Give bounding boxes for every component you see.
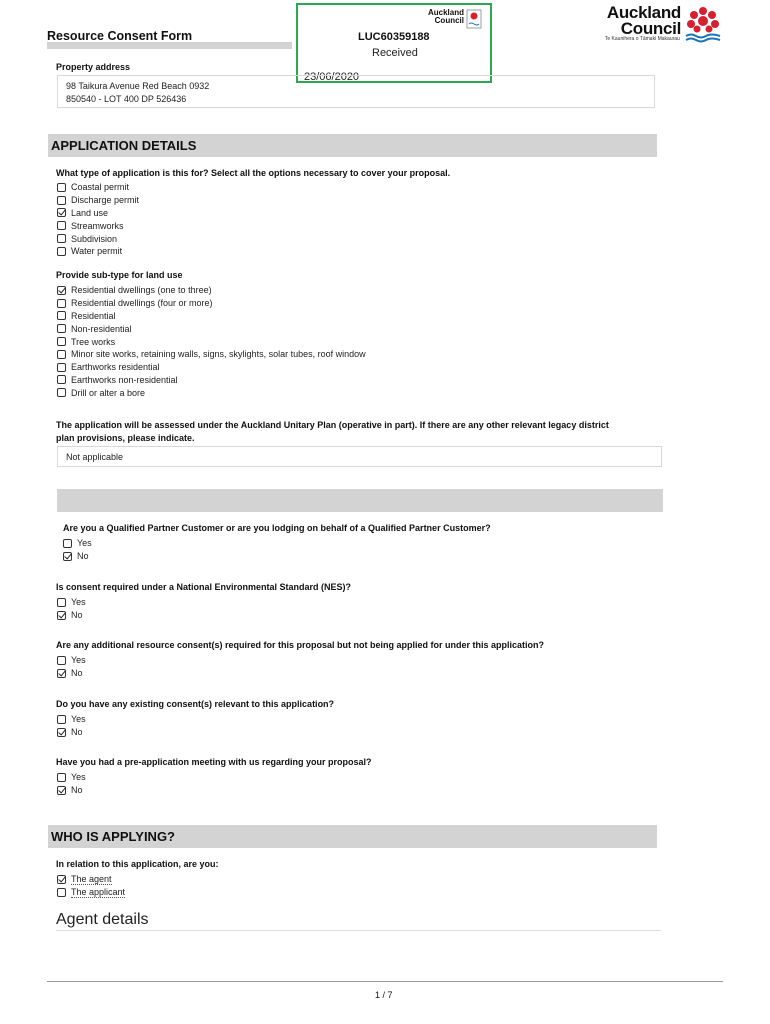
checkbox-icon[interactable] [57,183,66,192]
option-label: Drill or alter a bore [71,387,146,398]
option-label: Yes [71,597,86,608]
option-yes[interactable] [63,537,92,550]
option-yes[interactable] [57,713,86,726]
option-label: Coastal permit [71,182,130,193]
additional-consents-question: Are any additional resource consent(s) required for this proposal but not being applied for under this application? [56,640,545,650]
qualified-partner-options [63,537,92,563]
property-address-line1: 98 Taikura Avenue Red Beach 0932 [66,81,210,91]
applicant-role-options [57,873,125,899]
applicant-role-question: In relation to this application, are you: [56,859,219,869]
logo-wordmark [607,5,681,37]
option-discharge-permit[interactable] [57,194,139,207]
option-label: Yes [71,655,86,666]
plan-question-line1: The application will be assessed under the Auckland Unitary Plan (operative in part). If there are any other relevant legacy district [56,420,609,430]
plan-provisions-question [56,419,609,445]
checkbox-icon[interactable] [57,221,66,230]
option-drill-or-alter-bore[interactable] [57,386,366,399]
checkbox-icon[interactable] [57,375,66,384]
option-label: Earthworks non-residential [71,374,178,385]
checkbox-icon[interactable] [57,247,66,256]
stamp-logo [428,9,482,29]
option-label: No [71,610,83,621]
checkbox-icon[interactable] [57,234,66,243]
option-label: Water permit [71,246,123,257]
option-label: Residential [71,310,116,321]
nes-options [57,596,86,622]
checkbox-icon[interactable] [57,311,66,320]
stamp-reference: LUC60359188 [358,31,430,43]
stamp-date: 23/06/2020 [304,71,360,83]
land-use-subtype-question: Provide sub-type for land use [56,270,183,280]
checked-checkbox-icon[interactable] [57,875,66,884]
stamp-logo-line2: Council [434,16,464,25]
option-label: Earthworks residential [71,362,160,373]
checkbox-icon[interactable] [57,196,66,205]
option-label: Non-residential [71,323,132,334]
checked-checkbox-icon[interactable] [57,208,66,217]
option-residential-four-or-more[interactable] [57,297,366,310]
option-water-permit[interactable] [57,245,139,258]
auckland-council-logo [604,3,722,43]
option-label: No [71,785,83,796]
checkbox-icon[interactable] [57,363,66,372]
checked-checkbox-icon[interactable] [57,786,66,795]
agent-details-heading: Agent details [56,911,149,928]
option-yes[interactable] [57,596,86,609]
checkbox-icon[interactable] [57,299,66,308]
option-subdivision[interactable] [57,232,139,245]
checkbox-icon[interactable] [57,350,66,359]
checked-checkbox-icon[interactable] [57,728,66,737]
option-land-use[interactable] [57,207,139,220]
option-label: Streamworks [71,220,124,231]
checkbox-icon[interactable] [57,598,66,607]
checked-checkbox-icon[interactable] [57,669,66,678]
application-type-options [57,181,139,258]
logo-tagline: Te Kaunihera o Tāmaki Makaurau [604,36,680,42]
pre-application-meeting-question: Have you had a pre-application meeting with us regarding your proposal? [56,757,372,767]
checked-checkbox-icon[interactable] [63,552,72,561]
land-use-subtype-options [57,284,366,399]
who-is-applying-heading: WHO IS APPLYING? [48,825,657,848]
agent-details-divider [56,930,661,931]
property-address-field [57,75,655,108]
logo-line1: Auckland [606,3,681,22]
plan-provisions-value: Not applicable [66,452,124,462]
option-streamworks[interactable] [57,219,139,232]
option-label: Subdivision [71,233,118,244]
option-no[interactable] [57,667,86,680]
checkbox-icon[interactable] [63,539,72,548]
option-label: Yes [71,772,86,783]
option-the-applicant[interactable] [57,886,125,899]
property-address-line2: 850540 - LOT 400 DP 526436 [66,94,187,104]
checked-checkbox-icon[interactable] [57,286,66,295]
plan-provisions-field[interactable] [57,446,662,467]
option-label: No [71,727,83,738]
title-underlay [47,42,292,49]
pre-application-meeting-options [57,771,86,797]
application-type-question: What type of application is this for? Select all the options necessary to cover your proposal. [56,168,451,178]
pohutukawa-flower-icon [684,5,722,43]
option-label: Minor site works, retaining walls, signs, skylights, solar tubes, roof window [71,349,366,360]
checkbox-icon[interactable] [57,656,66,665]
option-yes[interactable] [57,654,86,667]
option-label: The agent [71,873,112,884]
option-no[interactable] [57,726,86,739]
pohutukawa-icon [466,9,482,29]
option-no[interactable] [57,609,86,622]
option-no[interactable] [57,784,86,797]
page-number: 1 / 7 [375,990,393,1000]
option-label: Tree works [71,336,116,347]
nes-question: Is consent required under a National Environmental Standard (NES)? [56,582,352,592]
option-label: Yes [71,714,86,725]
option-label: Residential dwellings (one to three) [71,285,212,296]
application-details-heading: APPLICATION DETAILS [48,134,657,157]
qualified-partner-question: Are you a Qualified Partner Customer or are you lodging on behalf of a Qualified Partner Customer? [63,523,491,533]
option-label: Residential dwellings (four or more) [71,298,213,309]
checkbox-icon[interactable] [57,888,66,897]
existing-consents-options [57,713,86,739]
stamp-logo-line1: Auckland [427,8,464,17]
option-label: Land use [71,207,109,218]
property-address-label: Property address [56,62,131,72]
option-earthworks-residential[interactable] [57,361,366,374]
option-non-residential[interactable] [57,322,366,335]
option-label: The applicant [71,886,126,897]
option-label: No [71,668,83,679]
option-label: Discharge permit [71,195,140,206]
checkbox-icon[interactable] [57,715,66,724]
option-label: No [77,551,89,562]
existing-consents-question: Do you have any existing consent(s) relevant to this application? [56,699,335,709]
option-minor-site-works[interactable] [57,348,366,361]
checkbox-icon[interactable] [57,337,66,346]
option-tree-works[interactable] [57,335,366,348]
footer-divider [47,981,723,982]
option-earthworks-non-residential[interactable] [57,374,366,387]
plan-question-line2: plan provisions, please indicate. [56,433,195,443]
received-stamp [296,3,492,83]
option-no[interactable] [63,550,92,563]
unlabeled-section-heading [57,489,663,512]
checkbox-icon[interactable] [57,388,66,397]
checkbox-icon[interactable] [57,324,66,333]
option-coastal-permit[interactable] [57,181,139,194]
additional-consents-options [57,654,86,680]
option-residential[interactable] [57,310,366,323]
option-yes[interactable] [57,771,86,784]
option-residential-one-to-three[interactable] [57,284,366,297]
stamp-status: Received [372,47,418,59]
checkbox-icon[interactable] [57,773,66,782]
option-the-agent[interactable] [57,873,125,886]
option-label: Yes [77,538,92,549]
form-title: Resource Consent Form [47,29,193,43]
logo-line2: Council [620,19,681,38]
checked-checkbox-icon[interactable] [57,611,66,620]
